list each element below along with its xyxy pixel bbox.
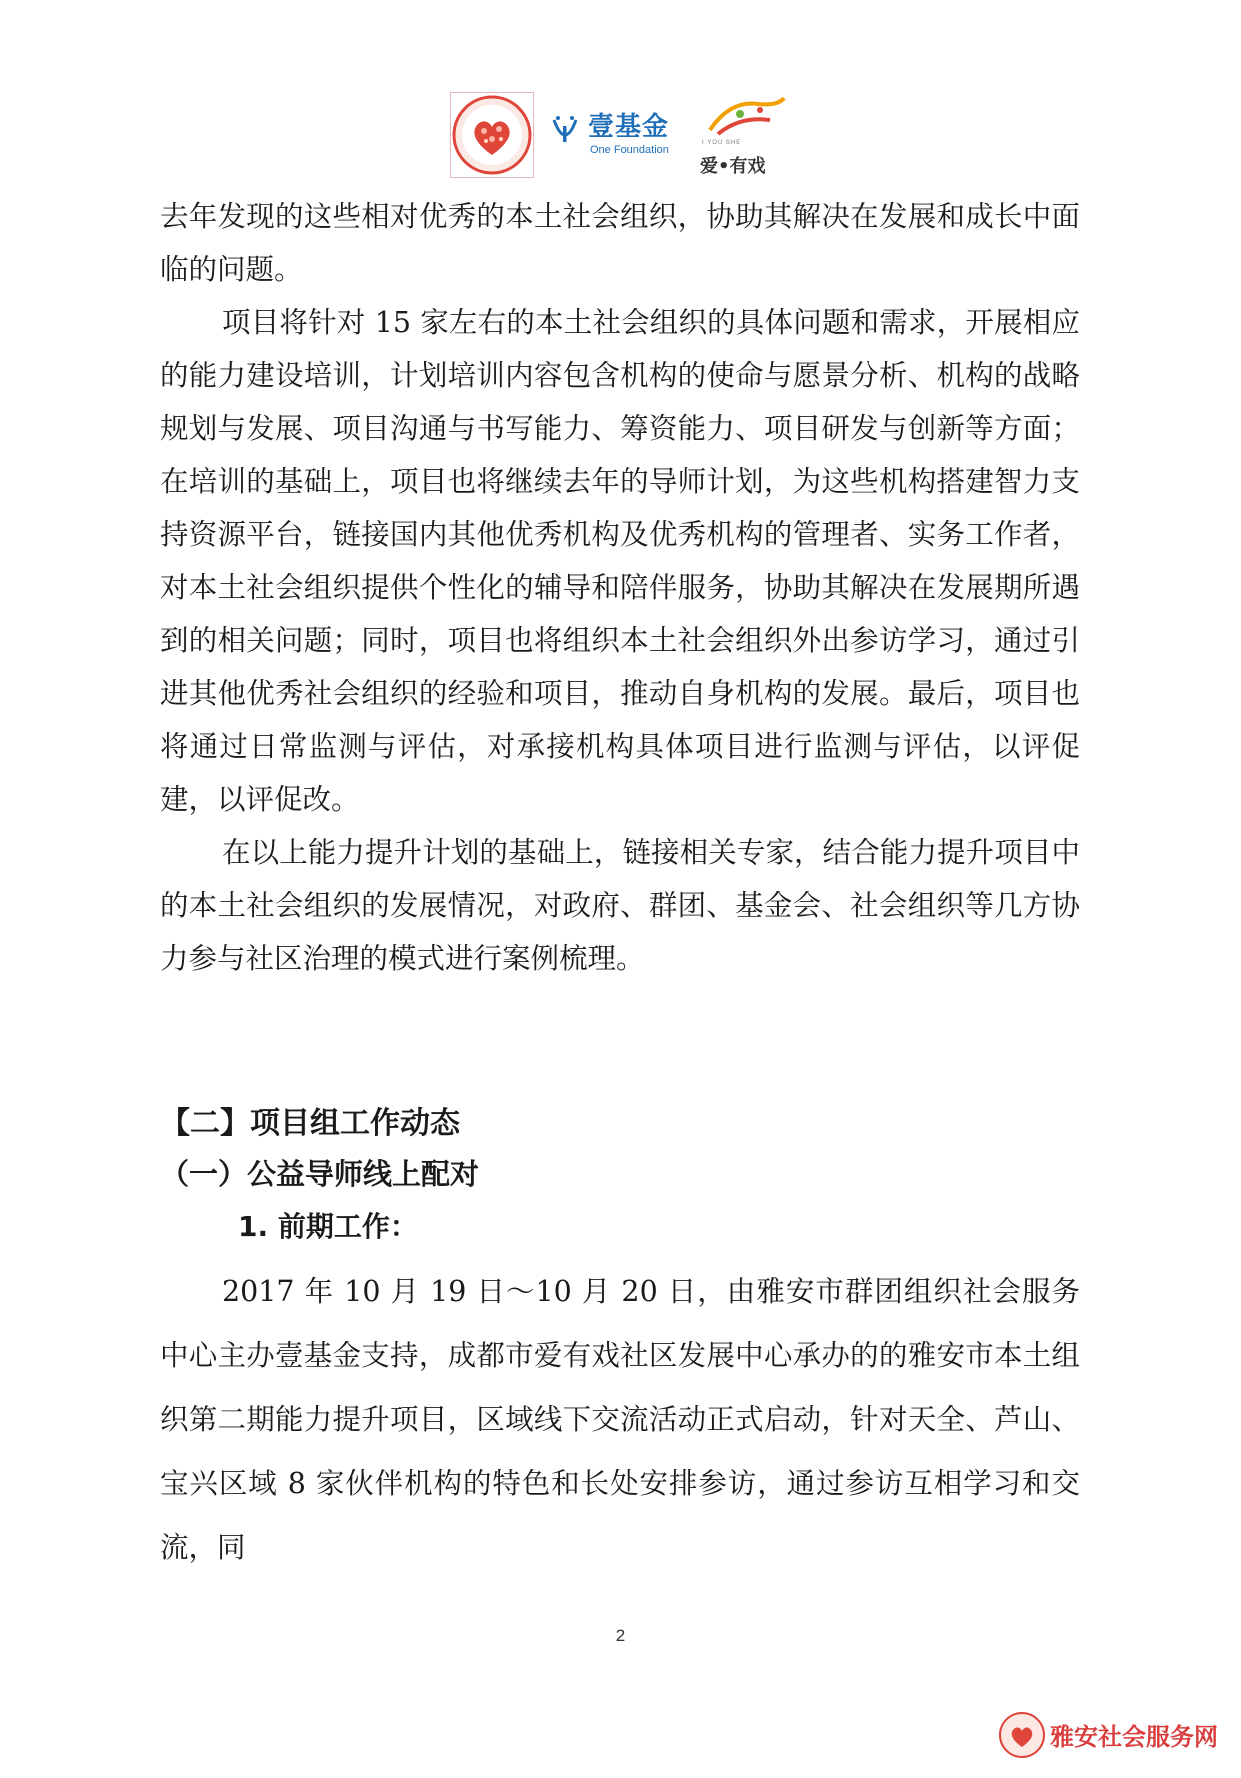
ai-you-xi-tagline: I YOU SHE xyxy=(702,140,742,146)
body-text xyxy=(160,190,1080,985)
watermark-heart-icon xyxy=(998,1711,1046,1759)
paragraph-training-plan: 项目将针对 15 家左右的本土社会组织的具体问题和需求，开展相应的能力建设培训，计划培训内容包含机构的使命与愿景分析、机构的战略规划与发展、项目沟通与书写能力、筹资能力、项目研发与创新等方面；在培训的基础上，项目也将继续去年的导师计划，为这些机构搭建智力支持资源平台，链接国内其他优秀机构及优秀机构的管理者、实务工作者，对本土社会组织提供个性化的辅导和陪伴服务，协助其解决在发展期所遇到的相关问题；同时，项目也将组织本土社会组织外出参访学习，通过引进其他优秀社会组织的经验和项目，推动自身机构的发展。最后，项目也将通过日常监测与评估，对承接机构具体项目进行监测与评估，以评促建，以评促改。 xyxy=(160,306,1080,816)
ai-you-xi-icon xyxy=(700,94,790,140)
subsection-heading: （一）公益导师线上配对 xyxy=(160,1157,480,1191)
heart-logo xyxy=(450,92,534,178)
section-heading: 【二】项目组工作动态 xyxy=(160,1106,460,1141)
one-foundation-english-name: One Foundation xyxy=(590,144,669,156)
watermark-text: 雅安社会服务网 xyxy=(1050,1723,1218,1751)
paragraph-activity: 2017 年 10 月 19 日～10 月 20 日，由雅安市群团组织社会服务中心主办壹基金支持，成都市爱有戏社区发展中心承办的的雅安市本土组织第二期能力提升项目，区域线下交流活动正式启动，针对天全、芦山、宝兴区域 8 家伙伴机构的特色和长处安排参访，通过参访互相学习和交流，同 xyxy=(160,1275,1080,1564)
item-heading: 1. 前期工作： xyxy=(238,1210,418,1243)
ai-you-xi-name: 爱•有戏 xyxy=(700,156,766,177)
page-number: 2 xyxy=(615,1626,626,1645)
heart-logo-icon xyxy=(451,93,533,177)
paragraph-continued: 去年发现的这些相对优秀的本土社会组织，协助其解决在发展和成长中面临的问题。 xyxy=(160,200,1080,286)
ai-you-xi-logo xyxy=(700,94,790,180)
one-foundation-logo xyxy=(550,106,680,166)
page-header xyxy=(0,86,1241,182)
site-watermark xyxy=(998,1703,1238,1773)
body-text-2 xyxy=(160,1260,1080,1580)
one-foundation-icon xyxy=(550,112,580,152)
one-foundation-chinese-name: 壹基金 xyxy=(588,112,670,142)
paragraph-case-study: 在以上能力提升计划的基础上，链接相关专家，结合能力提升项目中的本土社会组织的发展情况，对政府、群团、基金会、社会组织等几方协力参与社区治理的模式进行案例梳理。 xyxy=(160,836,1080,975)
